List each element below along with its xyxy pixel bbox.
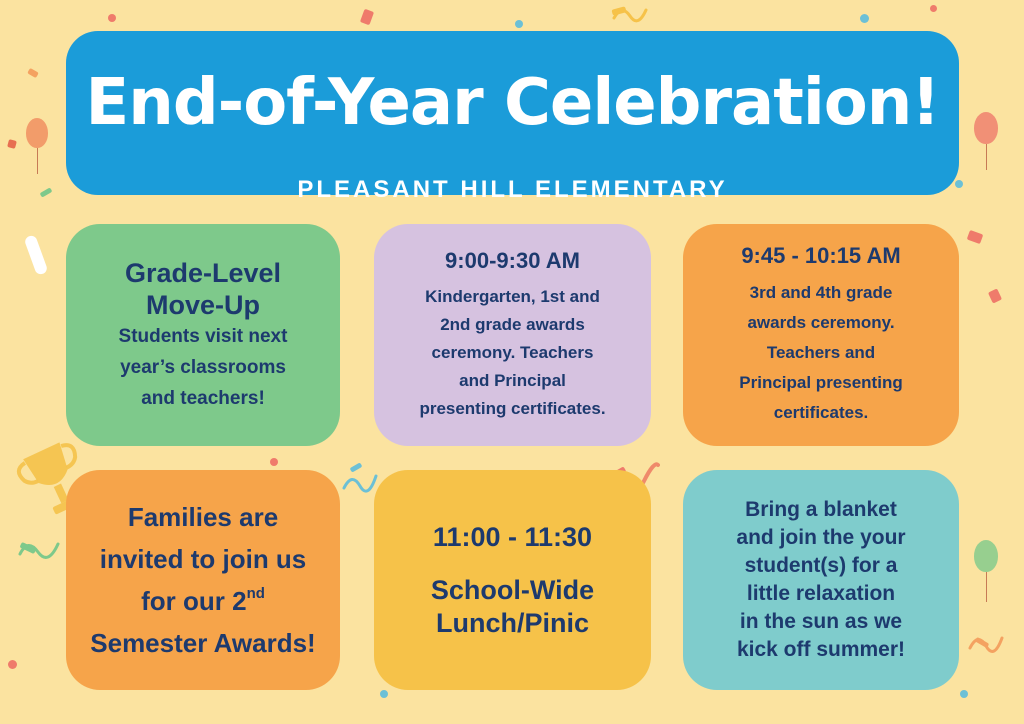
early-awards-time: 9:00-9:30 AM <box>445 248 580 273</box>
squiggle-decoration <box>340 466 380 496</box>
school-name: PLEASANT HILL ELEMENTARY <box>297 176 728 203</box>
card-lunch <box>374 470 651 690</box>
confetti-dot <box>960 690 968 698</box>
families-line: Families are <box>127 502 279 532</box>
balloon-string <box>37 148 38 174</box>
later-awards-line: awards ceremony. <box>747 313 895 332</box>
early-awards-line: and Principal <box>459 371 566 390</box>
confetti-dot <box>270 458 278 466</box>
confetti-piece <box>360 9 374 26</box>
confetti-piece <box>27 68 39 78</box>
card-later-awards <box>683 224 959 446</box>
confetti-dot <box>515 20 523 28</box>
page-title: End-of-Year Celebration! <box>85 66 940 140</box>
families-line: Semester Awards! <box>90 628 316 658</box>
blanket-line: student(s) for a <box>744 554 898 577</box>
later-awards-line: Teachers and <box>766 343 876 362</box>
balloon-icon <box>26 118 48 148</box>
lunch-line: School-Wide <box>430 575 595 605</box>
confetti-piece <box>967 230 984 244</box>
blanket-line: and join the your <box>736 526 906 549</box>
families-line-prefix: for our 2 <box>141 586 247 616</box>
lunch-line: Lunch/Pinic <box>435 608 589 638</box>
move-up-body-line: Students visit next <box>118 325 288 347</box>
confetti-piece <box>988 288 1002 303</box>
squiggle-decoration <box>16 534 62 564</box>
title-banner <box>66 31 959 203</box>
balloon-icon <box>974 112 998 144</box>
move-up-body-line: year’s classrooms <box>120 356 286 378</box>
later-awards-line: Principal presenting <box>739 373 903 392</box>
confetti-piece <box>24 234 49 276</box>
balloon-string <box>986 572 987 602</box>
families-line: invited to join us <box>99 544 307 574</box>
confetti-dot <box>930 5 937 12</box>
later-awards-line: certificates. <box>773 403 869 422</box>
card-blanket <box>683 470 959 690</box>
early-awards-line: 2nd grade awards <box>440 315 585 334</box>
card-move-up <box>66 224 340 446</box>
confetti-dot <box>380 690 388 698</box>
card-families <box>66 470 340 690</box>
early-awards-line: Kindergarten, 1st and <box>425 287 600 306</box>
ordinal-suffix: nd <box>246 585 265 602</box>
blanket-line: little relaxation <box>746 582 896 605</box>
squiggle-decoration <box>966 628 1006 658</box>
later-awards-line: 3rd and 4th grade <box>749 283 893 302</box>
balloon-icon <box>974 540 998 572</box>
move-up-title-line: Move-Up <box>146 289 260 320</box>
move-up-body-line: and teachers! <box>141 387 265 409</box>
move-up-title-line: Grade-Level <box>124 257 282 288</box>
lunch-time: 11:00 - 11:30 <box>432 522 593 552</box>
confetti-dot <box>860 14 869 23</box>
families-line <box>141 580 265 622</box>
blanket-line: Bring a blanket <box>745 498 897 521</box>
confetti-piece <box>40 187 53 197</box>
later-awards-time: 9:45 - 10:15 AM <box>741 243 901 268</box>
confetti-dot <box>108 14 116 22</box>
early-awards-line: ceremony. Teachers <box>431 343 594 362</box>
balloon-string <box>986 144 987 170</box>
confetti-piece <box>7 139 17 149</box>
squiggle-decoration <box>610 2 650 26</box>
card-early-awards <box>374 224 651 446</box>
confetti-dot <box>8 660 17 669</box>
blanket-line: in the sun as we <box>739 610 903 633</box>
blanket-line: kick off summer! <box>736 638 906 661</box>
early-awards-line: presenting certificates. <box>419 399 606 418</box>
